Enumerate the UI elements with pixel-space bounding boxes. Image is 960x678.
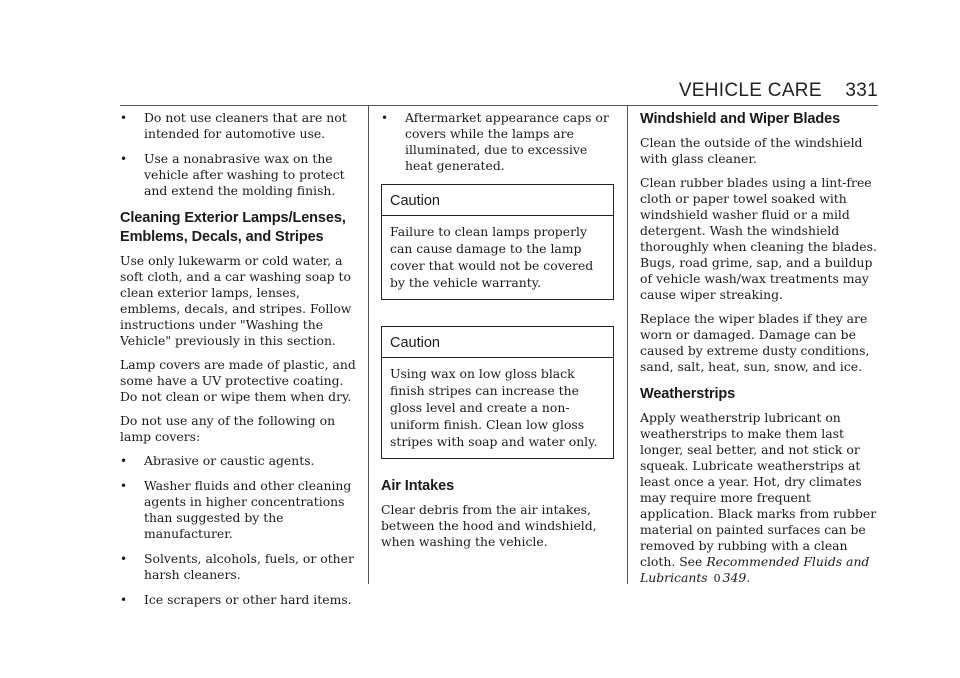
column-divider-1 <box>368 106 369 584</box>
paragraph: Replace the wiper blades if they are worn or damaged. Damage can be caused by extreme dusty conditions, sand, salt, heat, sun, snow, and ice. <box>640 311 870 374</box>
bullet-list-continued <box>381 110 614 174</box>
paragraph: Clear debris from the air intakes, between the hood and windshield, when washing the vehicle. <box>381 502 597 549</box>
caution-body: Using wax on low gloss black finish stripes can increase the gloss level and create a non-uniform finish. Clean low gloss stripes with soap and water only. <box>390 366 598 449</box>
section-heading-windshield: Windshield and Wiper Blades <box>640 111 841 127</box>
page-reference-icon: 0 <box>713 572 721 585</box>
section-heading-air-intakes: Air Intakes <box>381 478 455 494</box>
paragraph: Use only lukewarm or cold water, a soft cloth, and a car washing soap to clean exterior lamps, lenses, emblems, decals, and stripes. Follow instructions under "Washing the Vehicle" previously in this section. <box>120 253 352 348</box>
section-heading-weatherstrips: Weatherstrips <box>640 386 736 402</box>
paragraph: Lamp covers are made of plastic, and some have a UV protective coating. Do not clean or wipe them when dry. <box>120 357 356 404</box>
list-item: • Aftermarket appearance caps or covers while the lamps are illuminated, due to excessive heat generated. <box>381 110 609 173</box>
bullet-icon: • <box>120 552 128 566</box>
paragraph: Do not use any of the following on lamp covers: <box>120 413 336 444</box>
column-3 <box>640 110 878 595</box>
list-item: • Ice scrapers or other hard items. <box>120 592 352 607</box>
bullet-icon: • <box>120 479 128 493</box>
column-divider-2 <box>627 106 628 584</box>
list-item: • Abrasive or caustic agents. <box>120 453 315 468</box>
list-item: • Solvents, alcohols, fuels, or other harsh cleaners. <box>120 551 354 582</box>
bullet-list-lamp-covers <box>120 453 356 608</box>
bullet-icon: • <box>381 111 389 125</box>
page-header <box>679 80 878 102</box>
column-2 <box>381 110 614 558</box>
caution-title: Caution <box>382 185 613 216</box>
caution-body: Failure to clean lamps properly can cause damage to the lamp cover that would not be covered by the vehicle warranty. <box>390 224 594 290</box>
cross-reference-link[interactable]: Recommended Fluids and Lubricants <box>640 554 870 585</box>
section-heading-exterior-lamps: Cleaning Exterior Lamps/Lenses, Emblems, Decals, and Stripes <box>120 210 346 245</box>
caution-title: Caution <box>382 327 613 358</box>
bullet-icon: • <box>120 454 128 468</box>
page-number: 331 <box>845 80 878 101</box>
bullet-icon: • <box>120 111 128 125</box>
caution-box-lamps <box>381 184 614 300</box>
paragraph: Clean the outside of the windshield with glass cleaner. <box>640 135 863 166</box>
bullet-icon: • <box>120 152 128 166</box>
header-rule <box>120 105 878 106</box>
list-item: • Washer fluids and other cleaning agents in higher concentrations than suggested by the manufacturer. <box>120 478 352 541</box>
column-1 <box>120 110 356 617</box>
paragraph: Clean rubber blades using a lint-free cloth or paper towel soaked with windshield washer fluid or a mild detergent. Wash the windshield thoroughly when cleaning the blades. Bugs, road grime, sap, and a buildup of vehicle wash/wax treatments may cause wiper streaking. <box>640 175 877 302</box>
list-item: • Do not use cleaners that are not intended for automotive use. <box>120 110 347 141</box>
list-item: • Use a nonabrasive wax on the vehicle after washing to protect and extend the molding finish. <box>120 151 345 198</box>
reference-page-number[interactable]: 349 <box>722 570 747 585</box>
section-title: VEHICLE CARE <box>678 80 822 101</box>
paragraph: Apply weatherstrip lubricant on weatherstrips to make them last longer, seal better, and not stick or squeak. Lubricate weatherstrips at least once a year. Hot, dry climates may require more frequent application. Black marks from rubber material on painted surfaces can be removed by rubbing with a clean cloth. See Recommended Fluids and Lubricants 0 349. <box>640 410 877 585</box>
caution-box-stripes <box>381 326 614 459</box>
bullet-list-top <box>120 110 356 199</box>
bullet-icon: • <box>120 593 128 607</box>
